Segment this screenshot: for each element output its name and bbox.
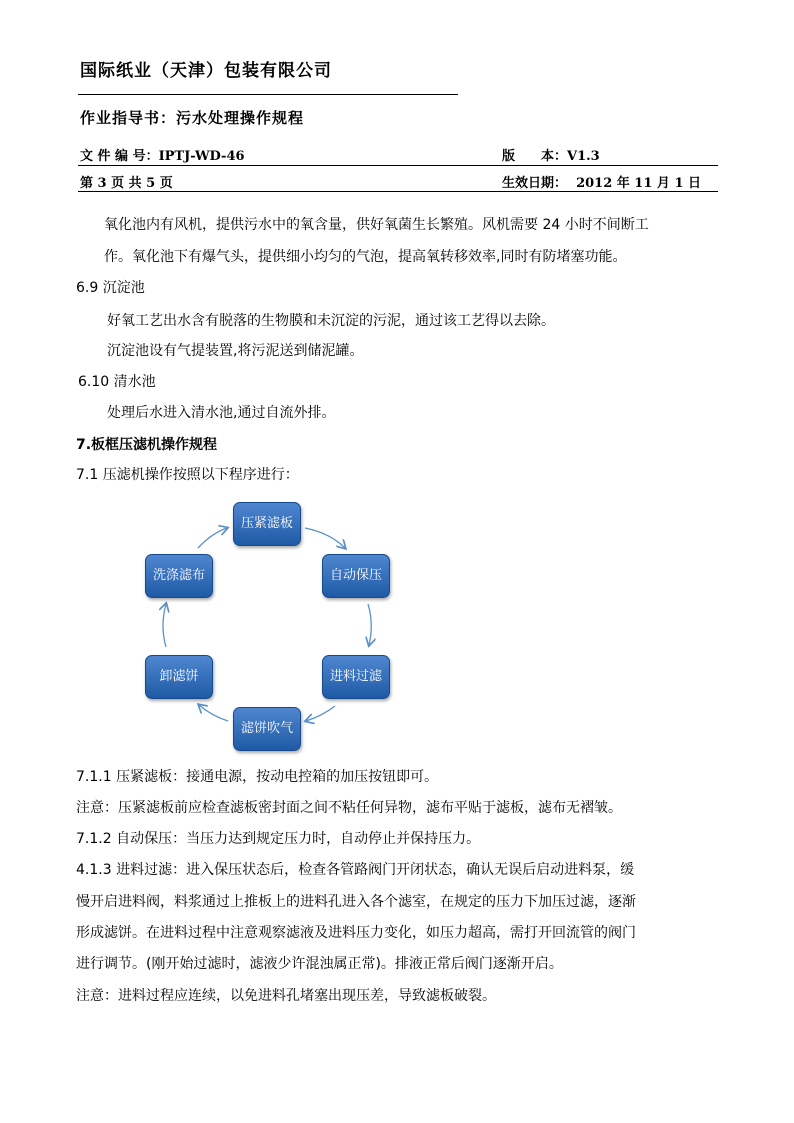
- step-wash-cloth: 洗涤滤布: [145, 554, 213, 598]
- arrow-unload-to-wash: [163, 604, 166, 647]
- doc-number: IPTJ-WD-46: [158, 149, 245, 164]
- effective-date-label: 生效日期：: [502, 176, 568, 191]
- note-1: 注意：压紧滤板前应检查滤板密封面之间不粘任何异物，滤布平贴于滤板，滤布无褶皱。: [76, 800, 622, 816]
- doc-number-label: 文 件 编 号：: [80, 149, 159, 164]
- section-6-10-title: 6.10 清水池: [78, 374, 156, 390]
- effective-date: 2012 年 11 月 1 日: [576, 176, 702, 191]
- paragraph-line: 作。氧化池下有爆气头，提供细小均匀的气泡，提高氧转移效率,同时有防堵塞功能。: [104, 249, 627, 265]
- arrow-wash-to-press: [198, 528, 227, 548]
- section-7-1: 7.1 压滤机操作按照以下程序进行：: [76, 467, 299, 483]
- arrow-blow-to-unload: [199, 705, 228, 721]
- section-7-1-1: 7.1.1 压紧滤板：接通电源，按动电控箱的加压按钮即可。: [76, 769, 439, 785]
- section-4-1-3-line: 4.1.3 进料过滤：进入保压状态后，检查各管路阀门开闭状态，确认无误后启动进料泵，缓: [76, 862, 635, 878]
- page-info: 第 3 页 共 5 页: [80, 176, 173, 191]
- step-feed-filter: 进料过滤: [322, 655, 390, 699]
- section-4-1-3-line: 进行调节。(刚开始过滤时，滤液少许混浊属正常)。排液正常后阀门逐渐开启。: [76, 956, 563, 972]
- section-4-1-3-line: 慢开启进料阀，料浆通过上推板上的进料孔进入各个滤室，在规定的压力下加压过滤，逐渐: [76, 894, 636, 910]
- step-press-plates: 压紧滤板: [233, 502, 301, 546]
- paragraph-line: 处理后水进入清水池,通过自流外排。: [107, 405, 336, 421]
- arrow-feed-to-blow: [306, 706, 335, 721]
- note-2: 注意：进料过程应连续，以免进料孔堵塞出现压差，导致滤板破裂。: [76, 988, 496, 1004]
- version-value: V1.3: [567, 149, 600, 164]
- paragraph-line: 沉淀池设有气提装置,将污泥送到储泥罐。: [107, 343, 364, 359]
- section-4-1-3-line: 形成滤饼。在进料过程中注意观察滤液及进料压力变化，如压力超高，需打开回流管的阀门: [76, 925, 636, 941]
- step-cake-blow: 滤饼吹气: [233, 707, 301, 751]
- section-6-9-title: 6.9 沉淀池: [76, 280, 145, 296]
- company-name: 国际纸业（天津）包装有限公司: [80, 61, 332, 81]
- section-7-1-2: 7.1.2 自动保压：当压力达到规定压力时，自动停止并保持压力。: [76, 831, 481, 847]
- step-auto-hold: 自动保压: [322, 554, 390, 598]
- arrow-hold-to-feed: [368, 604, 371, 645]
- version-label: 版 本：: [502, 149, 568, 164]
- section-7-title: 7.板框压滤机操作规程: [76, 437, 218, 453]
- document-title: 作业指导书：污水处理操作规程: [80, 109, 305, 127]
- paragraph-line: 好氧工艺出水含有脱落的生物膜和未沉淀的污泥，通过该工艺得以去除。: [107, 313, 555, 329]
- step-unload-cake: 卸滤饼: [145, 655, 213, 699]
- arrow-press-to-hold: [305, 528, 345, 548]
- paragraph-line: 氧化池内有风机，提供污水中的氧含量，供好氧菌生长繁殖。风机需要 24 小时不间断工: [104, 217, 649, 233]
